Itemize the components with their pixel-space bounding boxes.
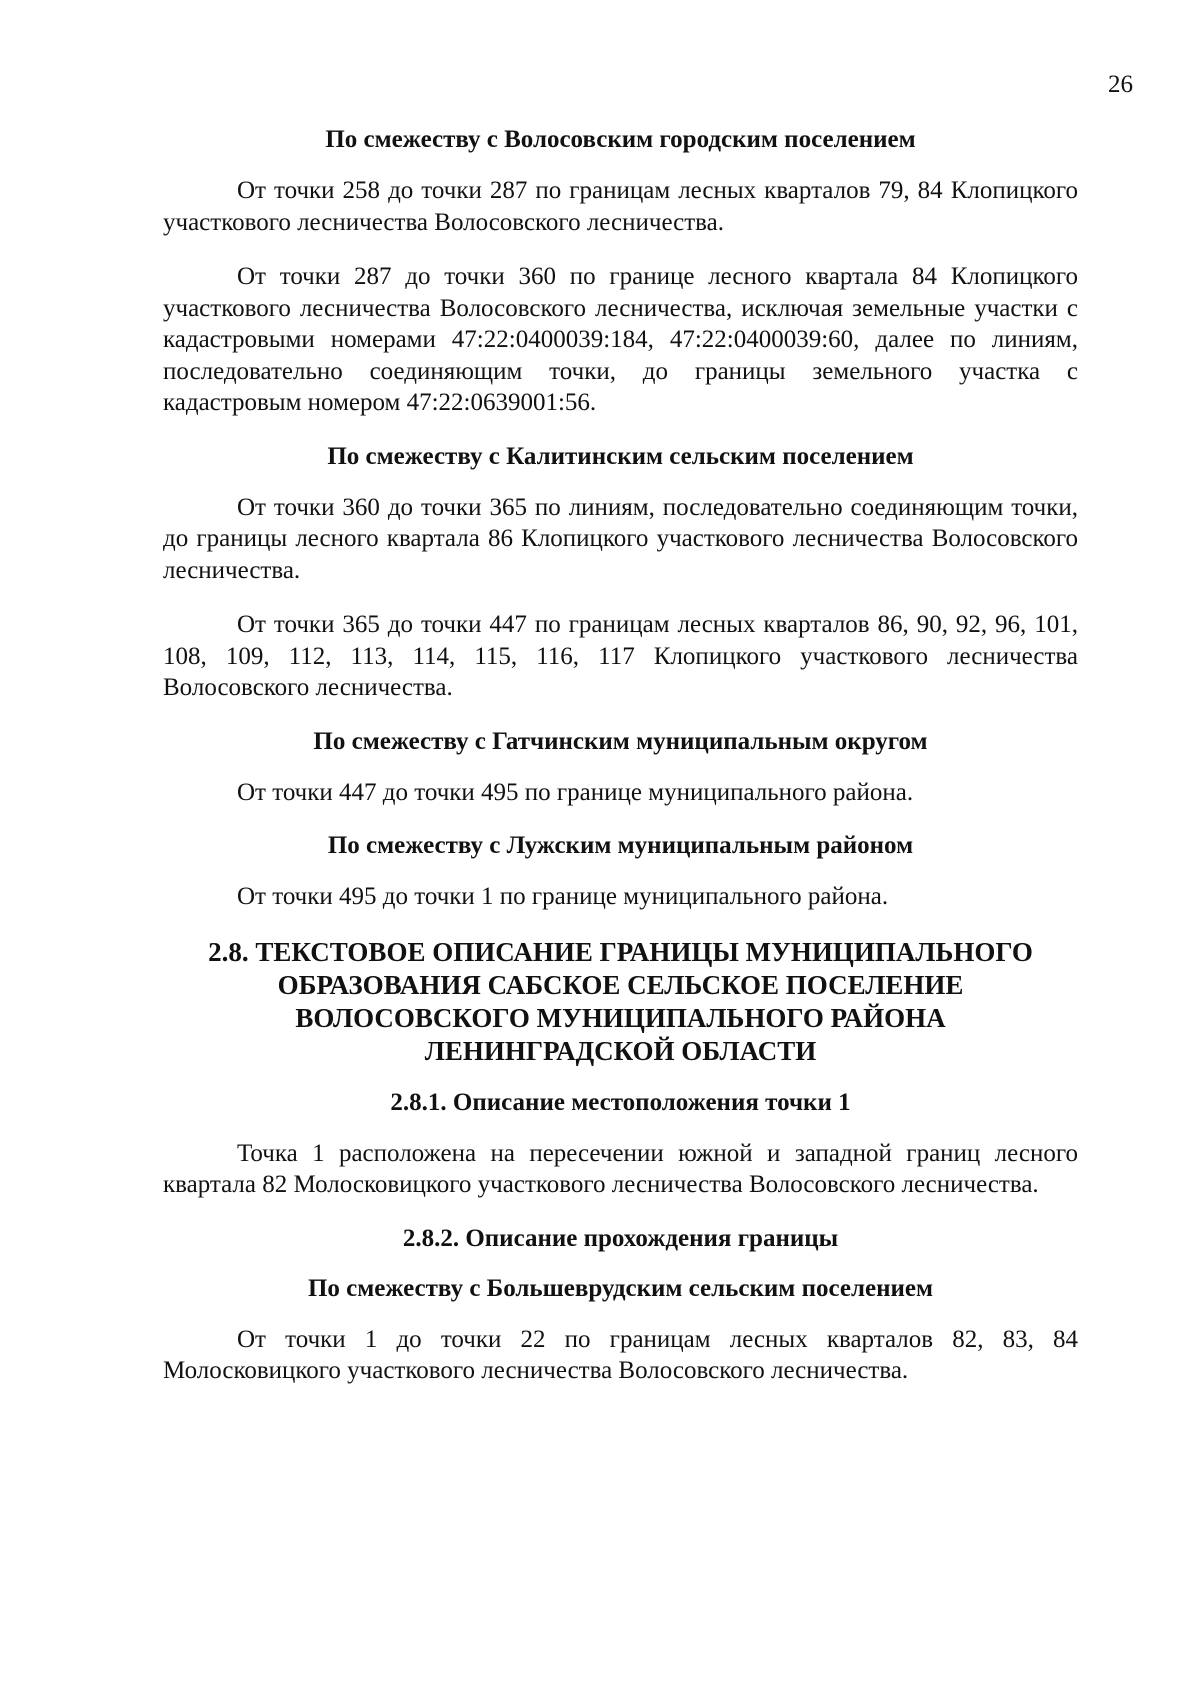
paragraph: От точки 365 до точки 447 по границам лесных кварталов 86, 90, 92, 96, 101, 108, 109, 112, 113, 114, 115, 116, 117 Клопицкого участкового лесничества Волосовского лесничества. xyxy=(163,611,1078,701)
section-heading: По смежеству с Калитинским сельским поселением xyxy=(327,442,914,470)
paragraph: От точки 360 до точки 365 по линиям, последовательно соединяющим точки, до границы лесного квартала 86 Клопицкого участкового лесничества Волосовского лесничества. xyxy=(163,493,1078,584)
main-heading-line: ОБРАЗОВАНИЯ САБСКОЕ СЕЛЬСКОЕ ПОСЕЛЕНИЕ xyxy=(277,969,964,1000)
paragraph: От точки 1 до точки 22 по границам лесных кварталов 82, 83, 84 Молосковицкого участкового лесничества Волосовского лесничества. xyxy=(163,1325,1078,1384)
section-heading: По смежеству с Волосовским городским поселением xyxy=(325,126,916,153)
page-number: 26 xyxy=(1108,71,1133,98)
main-heading-line: ЛЕНИНГРАДСКОЙ ОБЛАСТИ xyxy=(424,1035,817,1066)
section-heading: По смежеству с Большеврудским сельским поселением xyxy=(307,1274,934,1302)
paragraph: От точки 258 до точки 287 по границам лесных кварталов 79, 84 Клопицкого участкового лесничества Волосовского лесничества. xyxy=(163,177,1078,236)
subsection-heading: 2.8.1. Описание местоположения точки 1 xyxy=(390,1088,851,1116)
subsection-heading: 2.8.2. Описание прохождения границы xyxy=(402,1224,839,1252)
main-heading-line: 2.8. ТЕКСТОВОЕ ОПИСАНИЕ ГРАНИЦЫ МУНИЦИПАЛЬНОГО xyxy=(208,936,1033,967)
paragraph: От точки 447 до точки 495 по границе муниципального района. xyxy=(237,778,914,806)
paragraph: От точки 287 до точки 360 по границе лесного квартала 84 Клопицкого участкового лесничества Волосовского лесничества, исключая земельные участки с кадастровыми номерами 47:22:0400039:184, 47:22:0400039:60, далее по линиям, последовательно соединяющим точки, до границы земельного участка с кадастровым номером 47:22:0639001:56. xyxy=(163,263,1078,416)
paragraph: От точки 495 до точки 1 по границе муниципального района. xyxy=(237,883,889,910)
main-heading-line: ВОЛОСОВСКОГО МУНИЦИПАЛЬНОГО РАЙОНА xyxy=(295,1002,946,1033)
section-heading: По смежеству с Гатчинским муниципальным округом xyxy=(313,727,928,755)
paragraph: Точка 1 расположена на пересечении южной и западной границ лесного квартала 82 Молосковицкого участкового лесничества Волосовского лесничества. xyxy=(163,1139,1078,1198)
document-body xyxy=(163,125,1078,1410)
section-heading: По смежеству с Лужским муниципальным районом xyxy=(327,832,914,859)
main-heading xyxy=(163,936,1078,1068)
